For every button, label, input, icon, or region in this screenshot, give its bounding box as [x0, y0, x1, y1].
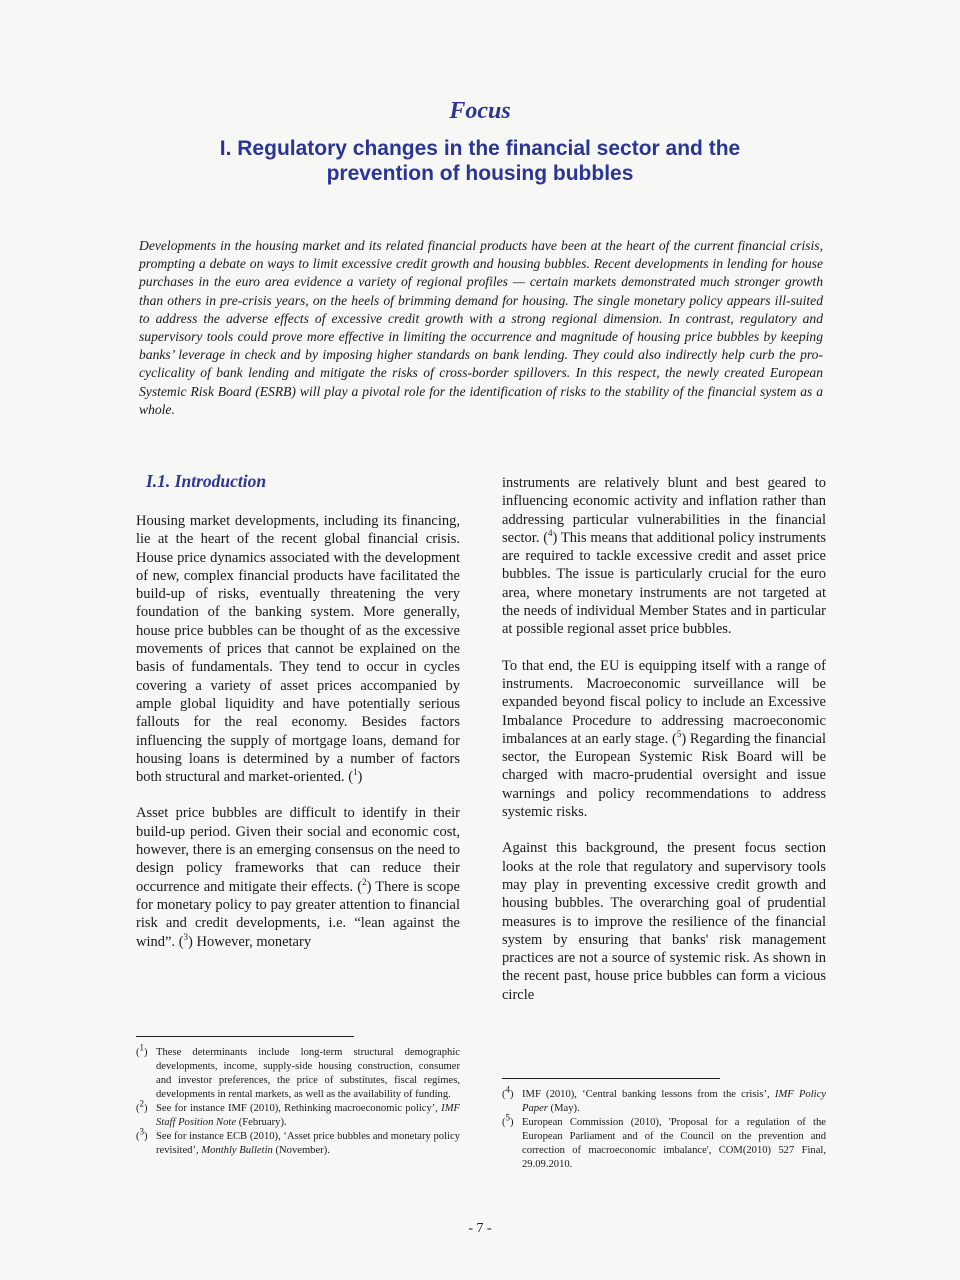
paragraph — [502, 474, 826, 639]
footnote-number: ($^1$) — [136, 1042, 148, 1058]
section-heading: I.1. Introduction — [146, 471, 267, 491]
paragraph-text: This means that additional policy instruments are required to tackle excessive credit and asset price bubbles. The issue is particularly crucial for the euro area, where monetary instruments are not targeted at the needs of individual Member States and in particular at possible regional asset price bubbles. — [502, 529, 826, 638]
footnote-ref[interactable]: ($^5$) — [672, 729, 687, 747]
footnote-text: See for instance IMF (2010), Rethinking macroeconomic policy’, IMF Staff Position Note (February). — [156, 1103, 460, 1128]
paragraph-text: However, monetary — [196, 933, 312, 950]
paragraph-text: Housing market developments, including its financing, lie at the heart of the recent global financial crisis. House price dynamics associated with the development of new, complex financial products have facilitated the build-up of risks, eventually threatening the very foundation of the banking system. More generally, house price bubbles can be thought of as the excessive movements of prices that cannot be explained on the basis of fundamentals. They tend to occur in cycles covering a variety of asset prices accompanied by ample global liquidity and have potentially serious fallouts for the real economy. Besides factors influencing the supply of mortgage loans, demand for housing loans is determined by a number of factors both structural and market-oriented. — [136, 513, 460, 786]
footnotes-right — [502, 1084, 827, 1172]
footnote-ref[interactable]: ($^1$) — [348, 767, 363, 786]
footnote — [136, 1126, 460, 1158]
paragraph-text: Asset price bubbles are difficult to identify in their build-up period. Given their social and economic cost, however, there is an emerging consensus on the need to design policy frameworks that can reduce their occurrence and mitigate their effects. — [136, 805, 460, 895]
footnote-ref[interactable]: ($^4$) — [543, 528, 558, 546]
right-column — [502, 474, 826, 1004]
footnote — [502, 1112, 826, 1172]
left-column — [136, 470, 460, 951]
focus-kicker: Focus — [449, 98, 511, 124]
footnote-divider — [502, 1078, 720, 1079]
paragraph-text: Against this background, the present focus section looks at the role that regulatory and supervisory tools may play in preventing excessive credit growth and housing bubbles. The overarching goal of prudential measures is to improve the resilience of the financial system by ensuring that banks' risk management practices are not a source of systemic risk. As shown in the recent past, house price bubbles can form a vicious circle — [502, 840, 826, 1003]
footnote-number: ($^5$) — [502, 1112, 514, 1128]
abstract: Developments in the housing market and its related financial products have been at the heart of the current financial crisis, prompting a debate on ways to limit excessive credit growth and housing bubbles. Recent developments in lending for house purchases in the euro area evidence a variety of regional profiles — certain markets demonstrated much stronger growth than others in pre-crisis years, on the heels of brimming demand for housing. The single monetary policy appears ill-suited to address the adverse effects of excessive credit growth with a strong regional dimension. In contrast, regulatory and supervisory tools could prove more effective in limiting the occurrence and magnitude of housing price bubbles by keeping banks’ leverage in check and by imposing higher standards on bank lending. They could also indirectly help curb the pro-cyclicality of bank lending and mitigate the risks of cross-border spillovers. In this respect, the newly created European Systemic Risk Board (ESRB) will play a pivotal role for the identification of risks to the stability of the financial system as a whole. — [139, 238, 823, 417]
paragraph — [136, 512, 460, 786]
footnote-number: ($^4$) — [502, 1084, 514, 1100]
paragraph-text: instruments are relatively blunt and best geared to influencing economic activity and inflation rather than addressing particular vulnerabilities in the financial sector. — [502, 475, 826, 546]
footnotes-left — [136, 1042, 460, 1158]
page-number: - 7 - — [468, 1221, 492, 1236]
footnote-number: ($^2$) — [136, 1098, 148, 1114]
footnote — [502, 1084, 827, 1116]
footnote-ref[interactable]: ($^2$) — [357, 876, 372, 895]
paragraph-text: To that end, the EU is equipping itself with a range of instruments. Macroeconomic surveillance will be expanded beyond fiscal policy to include an Excessive Imbalance Procedure to addressing macroeconomic imbalances at an early stage. — [502, 657, 826, 747]
footnote-number: ($^3$) — [136, 1126, 148, 1142]
title-line-2: prevention of housing bubbles — [326, 162, 634, 185]
title-line-1: I. Regulatory changes in the financial sector and the — [219, 137, 741, 160]
footnote — [136, 1098, 460, 1130]
page-title — [160, 136, 800, 186]
footnote-text: IMF (2010), ‘Central banking lessons from the crisis’, IMF Policy Paper (May). — [522, 1089, 827, 1114]
footnote — [136, 1042, 460, 1102]
paragraph-text: There is scope for monetary policy to pay greater attention to financial risk and credit developments, i.e. “lean against the wind”. — [136, 878, 460, 950]
paragraph — [502, 839, 826, 1004]
footnote-divider — [136, 1036, 354, 1037]
paragraph-text: Regarding the financial sector, the European Systemic Risk Board will be charged with macro-prudential oversight and issue warnings and policy recommendations to address systemic risks. — [502, 730, 827, 821]
footnote-text: These determinants include long-term structural demographic developments, income, supply-side housing construction, consumer and investor preferences, the price of substitutes, fiscal regimes, developments in rental markets, as well as the availability of funding. — [156, 1047, 460, 1100]
footnote-text: See for instance ECB (2010), ‘Asset price bubbles and monetary policy revisited’, Monthly Bulletin (November). — [156, 1131, 460, 1156]
footnote-ref[interactable]: ($^3$) — [178, 931, 193, 950]
paragraph — [502, 657, 826, 822]
footnote-text: European Commission (2010), 'Proposal for a regulation of the European Parliament and of the Council on the prevention and correction of macroeconomic imbalance', COM(2010) 527 Final, 29.09.2010. — [522, 1117, 826, 1170]
paragraph — [136, 804, 460, 950]
